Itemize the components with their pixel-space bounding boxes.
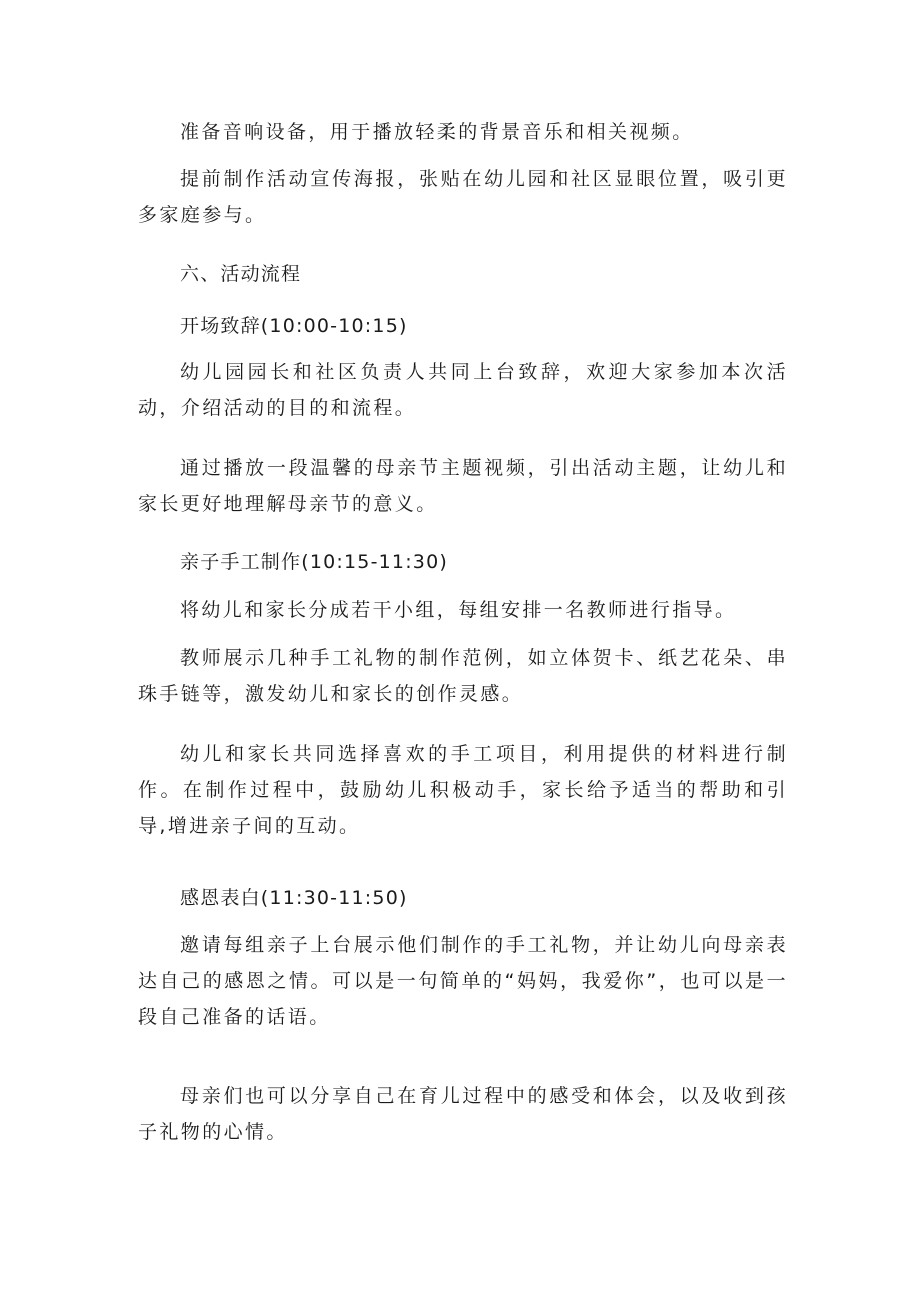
- paragraph-gratitude-expression: 邀请每组亲子上台展示他们制作的手工礼物，并让幼儿向母亲表达自己的感恩之情。可以是一句简单的“妈妈，我爱你”，也可以是一段自己准备的话语。: [138, 934, 788, 1028]
- paragraph-group-arrangement: 将幼儿和家长分成若干小组，每组安排一名教师进行指导。: [180, 599, 737, 621]
- subheading-handcraft: 亲子手工制作(10:15-11:30): [180, 551, 448, 573]
- subheading-opening-speech: 开场致辞(10:00-10:15): [180, 315, 408, 337]
- subheading-gratitude: 感恩表白(11:30-11:50): [180, 887, 408, 909]
- paragraph-audio-equipment: 准备音响设备，用于播放轻柔的背景音乐和相关视频。: [180, 121, 694, 143]
- paragraph-promotion-poster: 提前制作活动宣传海报，张贴在幼儿园和社区显眼位置，吸引更多家庭参与。: [138, 168, 788, 226]
- paragraph-theme-video: 通过播放一段温馨的母亲节主题视频，引出活动主题，让幼儿和家长更好地理解母亲节的意义。: [138, 457, 788, 515]
- paragraph-opening-speech: 幼儿园园长和社区负责人共同上台致辞，欢迎大家参加本次活动，介绍活动的目的和流程。: [138, 361, 788, 419]
- paragraph-craft-examples: 教师展示几种手工礼物的制作范例，如立体贺卡、纸艺花朵、串珠手链等，激发幼儿和家长的创作灵感。: [138, 647, 788, 705]
- section-heading-activity-process: 六、活动流程: [180, 263, 302, 285]
- paragraph-craft-making: 幼儿和家长共同选择喜欢的手工项目，利用提供的材料进行制作。在制作过程中，鼓励幼儿积极动手，家长给予适当的帮助和引导,增进亲子间的互动。: [138, 743, 788, 837]
- paragraph-mothers-sharing: 母亲们也可以分享自己在育儿过程中的感受和体会，以及收到孩子礼物的心情。: [138, 1085, 788, 1143]
